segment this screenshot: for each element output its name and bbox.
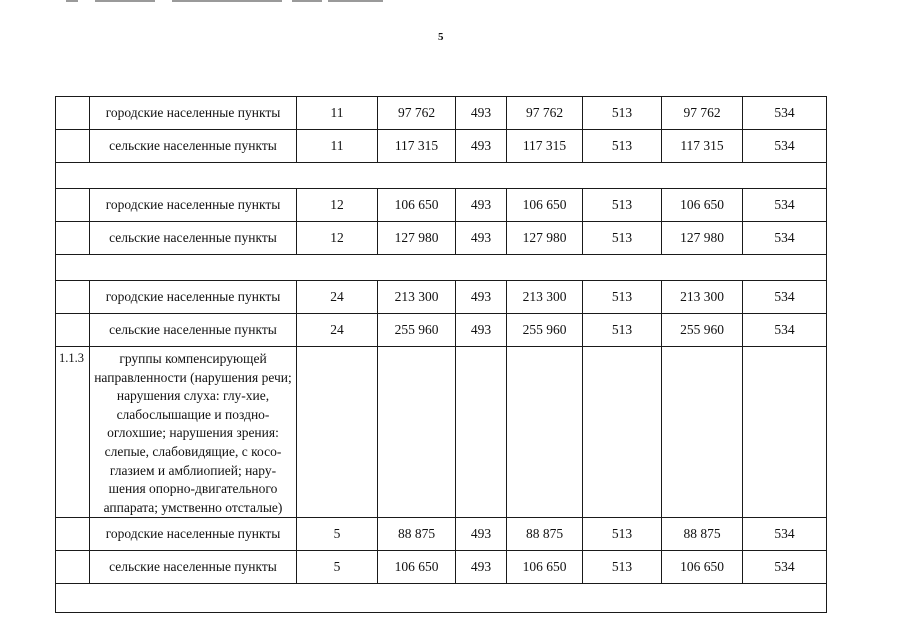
cell-amount: 117 315 [662,130,743,163]
row-index [56,189,90,222]
row-index [56,518,90,551]
blank-cell [56,163,827,189]
row-name: сельские населенные пункты [90,551,297,584]
cell-amount: 255 960 [662,314,743,347]
cell-code: 513 [583,281,662,314]
blank-cell [56,255,827,281]
empty-cell [583,347,662,518]
cell-amount: 213 300 [378,281,456,314]
cell-code: 493 [456,97,507,130]
scan-artifact-line [172,0,282,2]
page-number: 5 [438,31,444,43]
blank-row [56,255,827,281]
cell-code: 513 [583,222,662,255]
row-index [56,551,90,584]
blank-cell [56,584,827,613]
cell-amount: 106 650 [378,189,456,222]
cell-code: 534 [743,97,827,130]
cell-code: 534 [743,222,827,255]
cell-amount: 255 960 [378,314,456,347]
section-title: группы компенсирующей направленности (нарушения речи; нарушения слуха: глу-хие, слабослышащие и поздно-оглохшие; нарушения зрения: слепые, слабовидящие, с косо-глазием и амблиопией; нару-шения опорно-двигательного аппарата; умственно отсталые) [90,347,297,518]
cell-quantity: 11 [297,130,378,163]
cell-amount: 127 980 [662,222,743,255]
cell-code: 513 [583,189,662,222]
cell-amount: 127 980 [378,222,456,255]
cell-amount: 97 762 [662,97,743,130]
empty-cell [378,347,456,518]
cell-amount: 117 315 [378,130,456,163]
cell-amount: 255 960 [507,314,583,347]
empty-cell [456,347,507,518]
cell-code: 493 [456,281,507,314]
scan-artifact-line [328,0,383,2]
row-index [56,281,90,314]
cell-quantity: 5 [297,551,378,584]
cell-code: 493 [456,189,507,222]
cell-code: 493 [456,551,507,584]
row-index [56,97,90,130]
table-row [56,130,827,163]
row-index [56,130,90,163]
cell-code: 493 [456,222,507,255]
row-name: городские населенные пункты [90,518,297,551]
cell-code: 534 [743,130,827,163]
table-row [56,222,827,255]
cell-code: 513 [583,518,662,551]
cell-code: 534 [743,551,827,584]
table-row [56,97,827,130]
cell-quantity: 11 [297,97,378,130]
cell-amount: 106 650 [378,551,456,584]
tariff-table [55,96,827,613]
cell-amount: 88 875 [662,518,743,551]
scan-artifact-line [66,0,78,2]
table-row [56,314,827,347]
row-name: сельские населенные пункты [90,130,297,163]
row-name: городские населенные пункты [90,281,297,314]
table-row [56,281,827,314]
empty-cell [507,347,583,518]
cell-code: 534 [743,189,827,222]
cell-quantity: 24 [297,281,378,314]
row-index [56,314,90,347]
row-name: сельские населенные пункты [90,222,297,255]
cell-amount: 88 875 [378,518,456,551]
cell-amount: 213 300 [507,281,583,314]
empty-cell [662,347,743,518]
cell-code: 513 [583,551,662,584]
cell-amount: 127 980 [507,222,583,255]
row-name: сельские населенные пункты [90,314,297,347]
cell-amount: 213 300 [662,281,743,314]
empty-cell [743,347,827,518]
cell-quantity: 5 [297,518,378,551]
cell-amount: 97 762 [507,97,583,130]
cell-quantity: 12 [297,222,378,255]
cell-quantity: 12 [297,189,378,222]
cell-quantity: 24 [297,314,378,347]
section-index: 1.1.3 [56,347,90,518]
section-row [56,347,827,518]
empty-cell [297,347,378,518]
table-row [56,189,827,222]
cell-amount: 88 875 [507,518,583,551]
cell-amount: 106 650 [662,189,743,222]
cell-amount: 106 650 [507,551,583,584]
cell-code: 493 [456,314,507,347]
row-name: городские населенные пункты [90,97,297,130]
cell-amount: 106 650 [507,189,583,222]
cell-code: 534 [743,518,827,551]
table-row [56,518,827,551]
cell-amount: 106 650 [662,551,743,584]
table-row [56,551,827,584]
cell-amount: 97 762 [378,97,456,130]
cell-amount: 117 315 [507,130,583,163]
cell-code: 513 [583,314,662,347]
blank-row [56,584,827,613]
row-index [56,222,90,255]
scan-artifact-line [95,0,155,2]
cell-code: 534 [743,281,827,314]
cell-code: 534 [743,314,827,347]
cell-code: 493 [456,130,507,163]
cell-code: 493 [456,518,507,551]
row-name: городские населенные пункты [90,189,297,222]
blank-row [56,163,827,189]
cell-code: 513 [583,97,662,130]
scan-artifact-line [292,0,322,2]
cell-code: 513 [583,130,662,163]
